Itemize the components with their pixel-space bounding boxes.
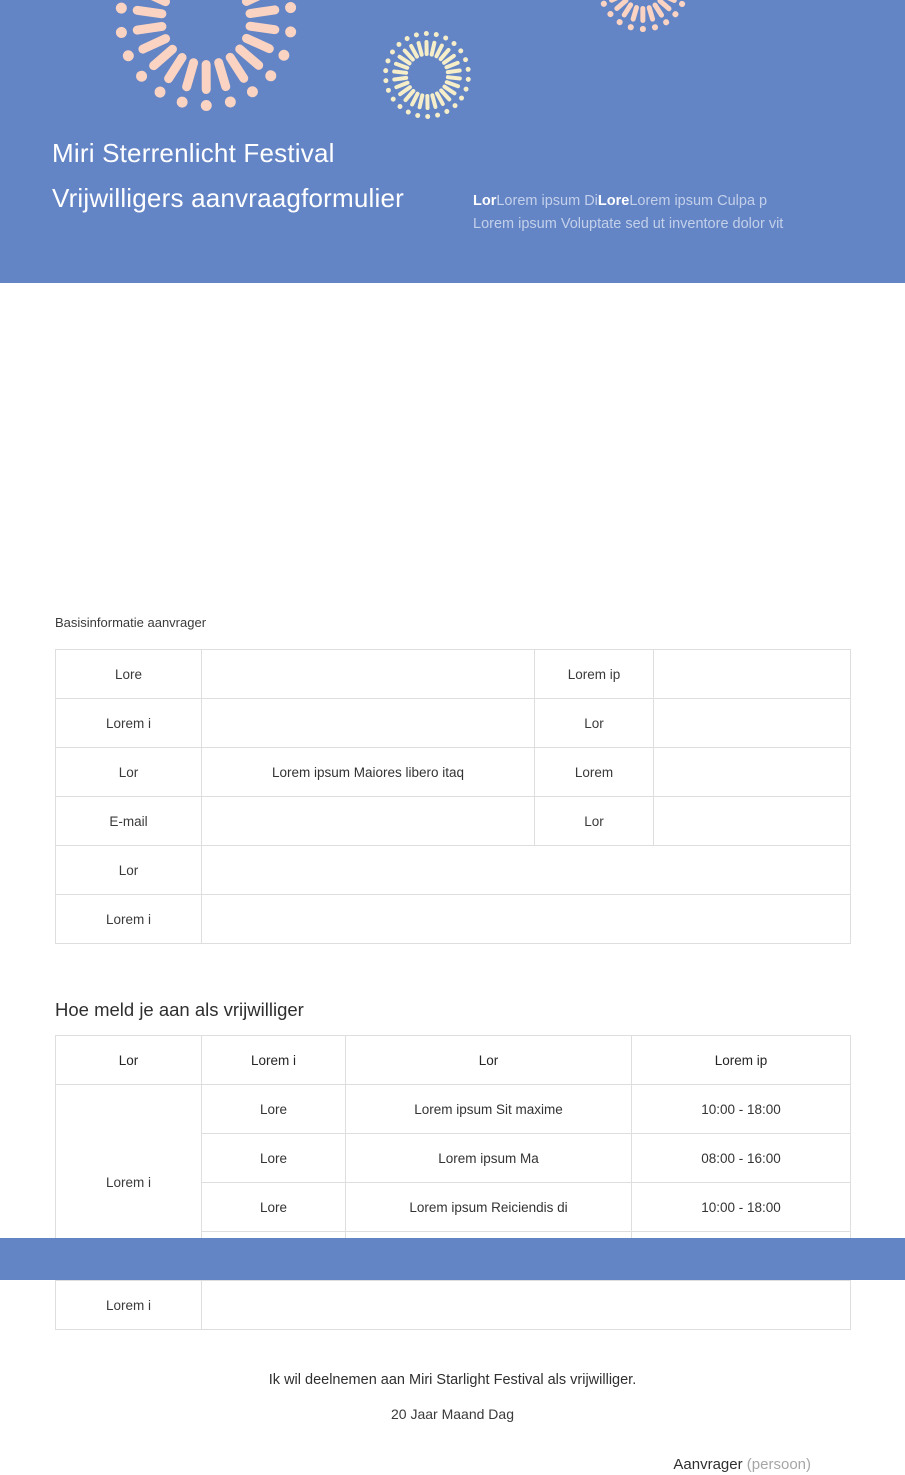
column-header-cell: Lor: [56, 1036, 202, 1085]
starburst-peach-left-icon: [108, 0, 304, 118]
field-label-cell: Lor: [535, 699, 654, 748]
table-row: [56, 1281, 851, 1330]
starburst-ray: [245, 21, 280, 35]
starburst-dot: [678, 0, 685, 7]
schedule-time-cell[interactable]: 10:00 - 18:00: [632, 1183, 851, 1232]
field-value-cell[interactable]: [202, 895, 851, 944]
header-titles: [52, 131, 492, 221]
starburst-dot: [115, 2, 127, 14]
starburst-dot: [396, 102, 403, 109]
starburst-ray: [245, 5, 280, 19]
starburst-dot: [442, 34, 449, 41]
starburst-dot: [451, 102, 458, 109]
schedule-day-cell[interactable]: Lore: [202, 1085, 346, 1134]
starburst-dot: [607, 10, 615, 18]
field-value-cell[interactable]: [202, 1281, 851, 1330]
header-banner: [0, 0, 905, 283]
header-meta-bold-2: Lore: [597, 193, 630, 209]
starburst-dot: [465, 66, 471, 72]
starburst-dot: [672, 10, 680, 18]
section-heading-signup: Hoe meld je aan als vrijwilliger: [55, 999, 304, 1020]
field-value-cell[interactable]: [654, 797, 851, 846]
field-value-cell[interactable]: [654, 650, 851, 699]
header-meta-line-1: [473, 190, 873, 212]
header-meta: [473, 190, 873, 236]
starburst-dot: [263, 68, 279, 84]
starburst-dot: [284, 1, 296, 13]
starburst-ray: [391, 69, 407, 75]
schedule-activity-cell[interactable]: Lorem ipsum Ma: [346, 1134, 632, 1183]
schedule-activity-cell[interactable]: Lorem ipsum Reiciendis di: [346, 1183, 632, 1232]
starburst-dot: [224, 95, 238, 109]
table-header-row: [56, 1036, 851, 1085]
starburst-ray: [425, 93, 429, 109]
schedule-time-cell[interactable]: 08:00 - 16:00: [632, 1134, 851, 1183]
field-label-cell: Lorem i: [56, 895, 202, 944]
field-value-cell[interactable]: [202, 699, 535, 748]
field-value-cell[interactable]: Lorem ipsum Maiores libero itaq: [202, 748, 535, 797]
field-label-cell: Lorem: [535, 748, 654, 797]
declaration-text: Ik wil deelnemen aan Miri Starlight Festival als vrijwilliger.: [268, 1372, 637, 1388]
field-value-cell[interactable]: [654, 699, 851, 748]
starburst-dot: [134, 68, 150, 84]
starburst-dot: [284, 26, 296, 38]
table-row: [56, 699, 851, 748]
section-label-basic-info: Basisinformatie aanvrager: [55, 615, 207, 630]
table-row: [56, 846, 851, 895]
starburst-dot: [201, 100, 212, 111]
field-value-cell[interactable]: [654, 748, 851, 797]
schedule-group-label-cell: Lorem i: [56, 1085, 202, 1281]
starburst-dot: [601, 0, 608, 7]
starburst-dot: [434, 112, 440, 118]
starburst-dot: [628, 24, 635, 31]
header-meta-text-2: Lorem ipsum Culpa p: [629, 193, 768, 209]
starburst-dot: [443, 108, 450, 115]
declaration-date: 20 Jaar Maand Dag: [391, 1406, 514, 1422]
starburst-dot: [389, 48, 396, 55]
schedule-activity-cell[interactable]: Lorem ipsum Sit maxime: [346, 1085, 632, 1134]
column-header-cell: Lorem i: [202, 1036, 346, 1085]
starburst-dot: [462, 85, 468, 91]
field-label-cell: Lorem i: [56, 699, 202, 748]
form-title: Vrijwilligers aanvraagformulier: [52, 183, 405, 213]
starburst-dot: [413, 31, 419, 37]
starburst-dot: [383, 77, 389, 83]
starburst-peach-right-icon: [595, 0, 691, 34]
field-label-cell: Lore: [56, 650, 202, 699]
starburst-dot: [616, 18, 624, 26]
signature-note: (persoon): [746, 1456, 811, 1473]
starburst-dot: [457, 47, 464, 54]
starburst-ray: [132, 21, 167, 35]
starburst-dot: [640, 26, 646, 32]
starburst-ray: [132, 5, 167, 19]
column-header-cell: Lorem ip: [632, 1036, 851, 1085]
starburst-dot: [414, 112, 420, 118]
starburst-dot: [462, 56, 468, 62]
starburst-ray: [202, 60, 211, 94]
header-meta-line-2: Lorem ipsum Voluptate sed ut inventore dolor vit: [473, 216, 784, 232]
field-label-cell: Lor: [56, 748, 202, 797]
starburst-dot: [465, 76, 470, 81]
starburst-dot: [389, 95, 396, 102]
column-header-cell: Lor: [346, 1036, 632, 1085]
field-label-cell: Lorem i: [56, 1281, 202, 1330]
starburst-dot: [450, 39, 457, 46]
footer-band: [0, 1238, 905, 1280]
signature-role: Aanvrager: [673, 1456, 743, 1473]
table-row: [56, 1085, 851, 1134]
field-value-cell[interactable]: [202, 650, 535, 699]
starburst-dot: [277, 48, 292, 63]
basic-info-table: [55, 649, 851, 944]
starburst-cream-center-icon: [379, 27, 474, 122]
starburst-dot: [115, 26, 127, 38]
field-label-cell: E-mail: [56, 797, 202, 846]
signature-line: [673, 1455, 811, 1475]
starburst-ray: [424, 39, 428, 55]
starburst-ray: [445, 74, 461, 80]
starburst-ray: [641, 6, 646, 23]
schedule-day-cell[interactable]: Lore: [202, 1134, 346, 1183]
field-value-cell[interactable]: [202, 797, 535, 846]
starburst-dot: [425, 113, 430, 118]
header-meta-text-1: Lorem ipsum Di: [496, 193, 598, 209]
table-row: [56, 650, 851, 699]
field-label-cell: Lorem ip: [535, 650, 654, 699]
starburst-dot: [245, 84, 260, 99]
starburst-dot: [662, 18, 670, 26]
starburst-dot: [403, 35, 410, 42]
starburst-dot: [385, 87, 391, 93]
table-row: [56, 895, 851, 944]
field-label-cell: Lor: [535, 797, 654, 846]
table-row: [56, 797, 851, 846]
starburst-dot: [152, 84, 167, 99]
starburst-dot: [423, 30, 428, 35]
starburst-dot: [384, 57, 390, 63]
field-label-cell: Lor: [56, 846, 202, 895]
starburst-dot: [175, 95, 189, 109]
field-value-cell[interactable]: [202, 846, 851, 895]
volunteer-schedule-table: [55, 1035, 851, 1330]
starburst-dot: [395, 40, 402, 47]
schedule-day-cell[interactable]: Lore: [202, 1183, 346, 1232]
festival-title: Miri Sterrenlicht Festival: [52, 138, 335, 168]
starburst-dot: [652, 24, 659, 31]
starburst-dot: [382, 67, 387, 72]
schedule-time-cell[interactable]: 10:00 - 18:00: [632, 1085, 851, 1134]
starburst-dot: [433, 31, 439, 37]
header-meta-bold-1: Lor: [473, 193, 497, 209]
table-row: [56, 748, 851, 797]
starburst-dot: [404, 108, 411, 115]
starburst-dot: [458, 94, 465, 101]
starburst-dot: [121, 48, 136, 63]
